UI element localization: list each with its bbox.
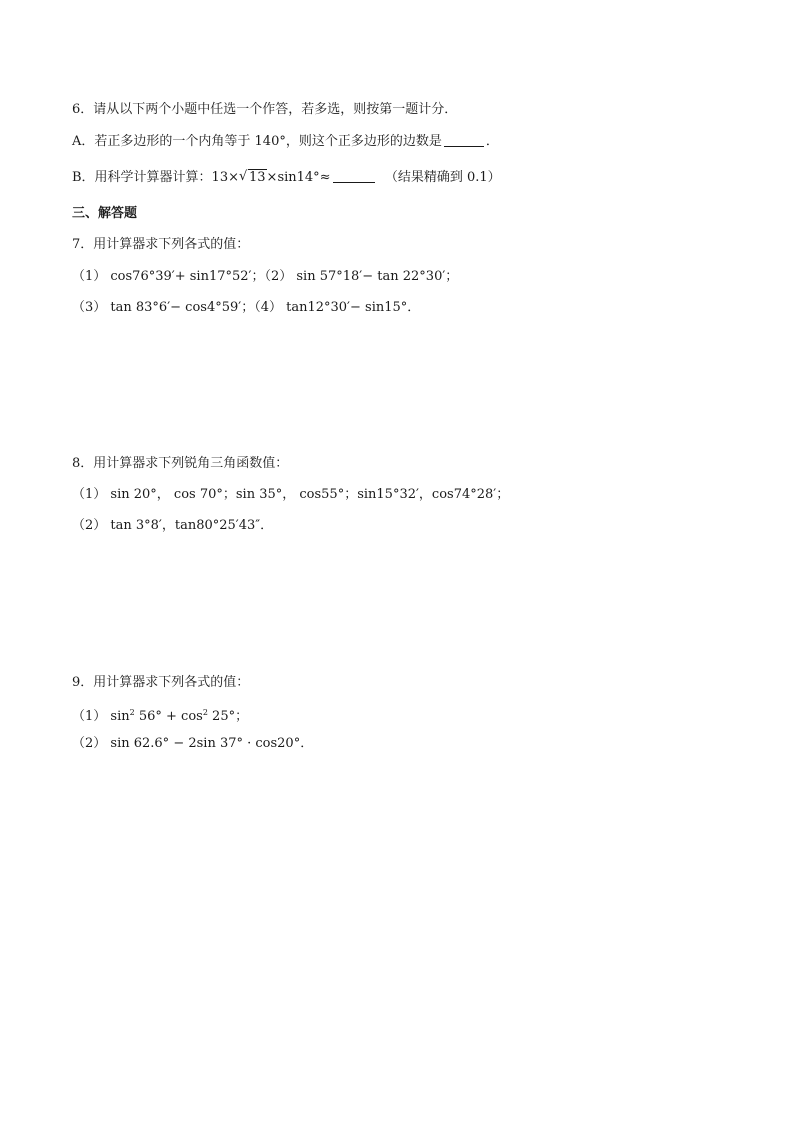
q8-line1: （1） sin 20°， cos 70°；sin 35°， cos55°；sin15°32′，cos74°28′； xyxy=(72,487,510,502)
q6-b-text: B．用科学计算器计算：13× xyxy=(72,170,239,185)
q9-stem: 9．用计算器求下列各式的值： xyxy=(72,675,250,690)
q9-l1-part2: 56° + cos xyxy=(134,709,203,724)
sqrt-symbol xyxy=(239,170,267,186)
section-title: 三、解答题 xyxy=(72,206,138,221)
q8-line2: （2） tan 3°8′，tan80°25′43″． xyxy=(72,518,274,533)
q6-option-a xyxy=(72,134,499,150)
q6-a-suffix: ． xyxy=(485,134,499,149)
q9-l1-exp2: 2 xyxy=(202,708,208,717)
q6-b-note: （结果精确到 0.1） xyxy=(384,170,501,185)
q9-l1-exp1: 2 xyxy=(129,708,135,717)
q9-line2: （2） sin 62.6° − 2sin 37° · cos20°． xyxy=(72,736,314,751)
q9-l1-part1: （1） sin xyxy=(72,709,130,724)
q6-b-middle: ×sin14°≈ xyxy=(266,170,331,185)
q6-stem: 6．请从以下两个小题中任选一个作答，若多选，则按第一题计分． xyxy=(72,102,458,117)
q7-stem: 7．用计算器求下列各式的值： xyxy=(72,237,250,252)
q6-b-answer-blank[interactable] xyxy=(333,170,375,183)
q7-line1: （1） cos76°39′+ sin17°52′；（2） sin 57°18′− tan 22°30′； xyxy=(72,269,459,284)
q9-line1 xyxy=(72,705,248,725)
q7-line2: （3） tan 83°6′− cos4°59′；（4） tan12°30′− sin15°． xyxy=(72,300,421,315)
q6-a-text: A．若正多边形的一个内角等于 140°，则这个正多边形的边数是 xyxy=(72,134,442,149)
q6-a-answer-blank[interactable] xyxy=(444,134,484,147)
q6-b-radicand: 13 xyxy=(249,170,266,185)
q9-l1-part3: 25°； xyxy=(207,709,249,724)
q6-option-b xyxy=(72,170,501,186)
q8-stem: 8．用计算器求下列锐角三角函数值： xyxy=(72,456,289,471)
